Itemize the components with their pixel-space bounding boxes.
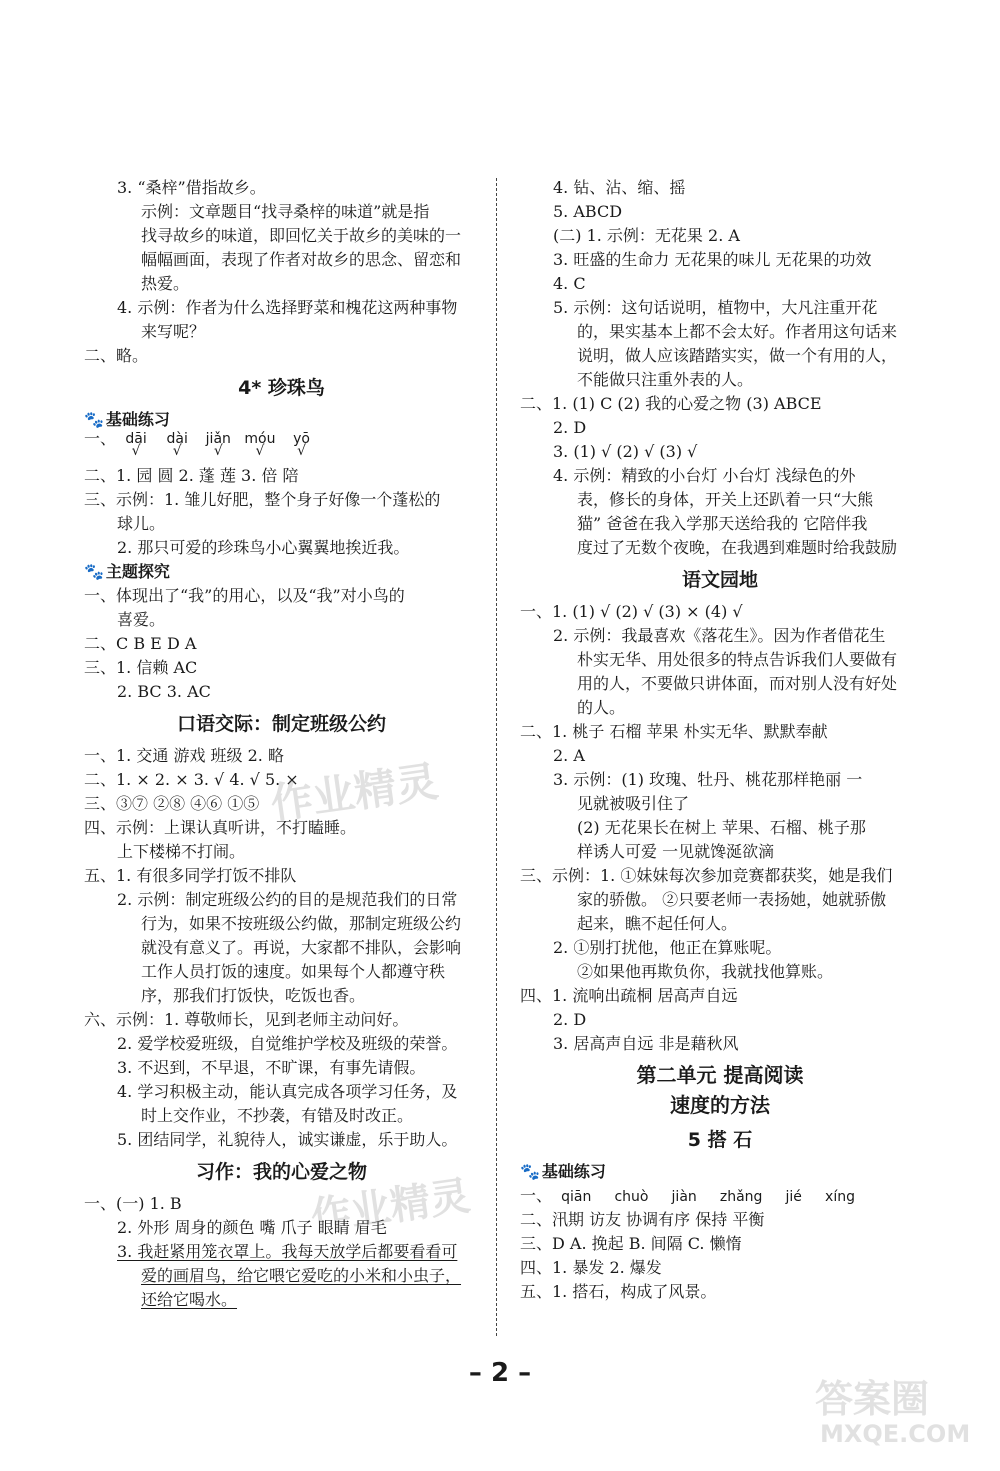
answer-line: 五、1. 搭石，构成了风景。 <box>520 1282 717 1301</box>
unit-title-line2: 速度的方法 <box>670 1093 770 1117</box>
answer-line: 就没有意义了。再说，大家都不排队，会影响 <box>141 938 462 957</box>
page-number: – 2 – <box>468 1358 532 1388</box>
answer-line: 3. 旺盛的生命力 无花果的味儿 无花果的功效 <box>553 250 872 269</box>
answer-line: 3. 示例：(1) 玫瑰、牡丹、桃花那样艳丽 一 <box>553 770 863 789</box>
answer-line: 4. C <box>553 274 586 293</box>
answer-line: 不能做只注重外表的人。 <box>577 370 754 389</box>
answer-line: 3. (1) √ (2) √ (3) √ <box>553 442 698 461</box>
paw-icon: 🐾 <box>84 562 104 581</box>
item-label: 一、 <box>84 429 117 448</box>
section-heading-theme: 🐾 主题探究 <box>84 562 170 581</box>
lesson-5-title: 5 搭 石 <box>687 1129 753 1151</box>
answer-line: 的，果实基本上都不会太好。作者用这句话来 <box>577 322 898 341</box>
answer-line: 三、示例：1. 雏儿好肥，整个身子好像一个蓬松的 <box>84 490 441 509</box>
answer-line: 喜爱。 <box>117 610 166 629</box>
answer-line: 5. 示例：这句话说明，植物中，大凡注重开花 <box>553 298 878 317</box>
answer-line: 起来，瞧不起任何人。 <box>577 914 738 933</box>
watermark: MXQE.COM <box>820 1420 971 1448</box>
answer-line: 2. BC 3. AC <box>117 682 211 701</box>
answer-line: 2. D <box>553 418 587 437</box>
answer-line: 朴实无华、用处很多的特点告诉我们人要做有 <box>577 650 898 669</box>
answer-line: 猫” 爸爸在我入学那天送给我的 它陪伴我 <box>577 514 868 533</box>
pinyin-item: yō √ <box>293 431 310 459</box>
answer-line: 表，修长的身体，开关上还趴着一只“大熊 <box>577 490 874 509</box>
answer-line: 四、1. 暴发 2. 爆发 <box>520 1258 662 1277</box>
answer-line: 行为，如果不按班级公约做，那制定班级公约 <box>141 914 462 933</box>
answer-line: 一、(一) 1. B <box>84 1194 182 1213</box>
answer-line: 四、示例：上课认真听讲，不打瞌睡。 <box>84 818 357 837</box>
answer-line: 三、③⑦ ②⑧ ④⑥ ①⑤ <box>84 794 260 813</box>
answer-line: 六、示例：1. 尊敬师长，见到老师主动问好。 <box>84 1010 409 1029</box>
answer-line: 度过了无数个夜晚，在我遇到难题时给我鼓励 <box>577 538 898 557</box>
answer-line: 2. 外形 周身的颜色 嘴 爪子 眼睛 眉毛 <box>117 1218 387 1237</box>
pinyin-item: móu √ <box>244 431 276 459</box>
answer-line: 样诱人可爱 一见就馋涎欲滴 <box>577 842 775 861</box>
watermark: 作业精灵 <box>308 1173 473 1241</box>
column-divider <box>496 178 497 1336</box>
answer-line: 一、1. 交通 游戏 班级 2. 略 <box>84 746 284 765</box>
answer-line: 工作人员打饭的速度。如果每个人都遵守秩 <box>141 962 446 981</box>
oral-communication-title: 口语交际：制定班级公约 <box>176 713 386 735</box>
answer-line: 四、1. 流响出疏桐 居高声自远 <box>520 986 738 1005</box>
watermark: 答案圈 <box>815 1377 930 1421</box>
answer-line: 二、略。 <box>84 346 149 365</box>
answer-line: 球儿。 <box>117 514 166 533</box>
answer-line: 找寻故乡的味道，即回忆关于故乡的美味的一 <box>141 226 462 245</box>
answer-line: 5. 团结同学，礼貌待人，诚实谦虚，乐于助人。 <box>117 1130 458 1149</box>
answer-line: 2. A <box>553 746 585 765</box>
chinese-garden-title: 语文园地 <box>681 569 758 591</box>
pinyin-item: dài √ <box>166 431 188 459</box>
answer-line: 一、体现出了“我”的用心，以及“我”对小鸟的 <box>84 586 405 605</box>
answer-line: 二、1. (1) C (2) 我的心爱之物 (3) ABCE <box>520 394 822 413</box>
answer-line: 3. 居高声自远 非是藉秋风 <box>553 1034 739 1053</box>
paw-icon: 🐾 <box>84 410 104 429</box>
answer-line: 二、1. × 2. × 3. √ 4. √ 5. × <box>84 770 299 789</box>
answer-line: ②如果他再欺负你，我就找他算账。 <box>577 962 834 981</box>
answer-line: 五、1. 有很多同学打饭不排队 <box>84 866 297 885</box>
answer-line: 三、1. 信赖 AC <box>84 658 198 677</box>
answer-line: 还给它喝水。 <box>141 1290 238 1309</box>
left-column <box>84 176 479 1312</box>
answer-line: 热爱。 <box>141 274 190 293</box>
answer-line: 的人。 <box>577 698 626 717</box>
pinyin-item: jiǎn √ <box>205 431 231 459</box>
answer-line: 说明，做人应该踏踏实实，做一个有用的人， <box>577 346 898 365</box>
unit-title-line1: 第二单元 提高阅读 <box>636 1063 804 1087</box>
writing-title: 习作：我的心爱之物 <box>195 1161 367 1183</box>
answer-line: 爱的画眉鸟，给它喂它爱吃的小米和小虫子， <box>141 1266 462 1285</box>
answer-line: 3. 不迟到，不早退，不旷课，有事先请假。 <box>117 1058 426 1077</box>
pinyin-item: dāi √ <box>125 431 147 459</box>
answer-line: 二、1. 桃子 石榴 苹果 朴实无华、默默奉献 <box>520 722 828 741</box>
section-heading-basic: 🐾 基础练习 <box>520 1162 606 1181</box>
answer-line: 示例：文章题目“找寻桑梓的味道”就是指 <box>141 202 430 221</box>
answer-line: 二、汛期 访友 协调有序 保持 平衡 <box>520 1210 765 1229</box>
answer-line: 3. 我赶紧用笼衣罩上。我每天放学后都要看看可 <box>117 1242 458 1261</box>
answer-line: 2. D <box>553 1010 587 1029</box>
right-column <box>520 176 920 1304</box>
section-heading-basic: 🐾 基础练习 <box>84 410 170 429</box>
answer-line: 幅幅画面，表现了作者对故乡的思念、留恋和 <box>141 250 462 269</box>
pinyin-answers <box>84 429 479 464</box>
answer-line: 2. 那只可爱的珍珠鸟小心翼翼地挨近我。 <box>117 538 410 557</box>
answer-line: 家的骄傲。 ②只要老师一表扬她，她就骄傲 <box>577 890 887 909</box>
watermark: 作业精灵 <box>267 756 441 829</box>
answer-line: 上下楼梯不打闹。 <box>117 842 246 861</box>
answer-line: 2. 示例：我最喜欢《落花生》。因为作者借花生 <box>553 626 886 645</box>
answer-line: 4. 示例：精致的小台灯 小台灯 浅绿色的外 <box>553 466 856 485</box>
answer-line: (二) 1. 示例：无花果 2. A <box>553 226 740 245</box>
answer-line: 二、C B E D A <box>84 634 197 653</box>
answer-line: 二、1. 园 圆 2. 蓬 莲 3. 倍 陪 <box>84 466 299 485</box>
answer-line: 2. 示例：制定班级公约的目的是规范我们的日常 <box>117 890 458 909</box>
answer-line: 三、D A. 挽起 B. 间隔 C. 懒惰 <box>520 1234 742 1253</box>
answer-line: 用的人，不要做只讲体面，而对别人没有好处 <box>577 674 898 693</box>
answer-line: 2. 爱学校爱班级，自觉维护学校及班级的荣誉。 <box>117 1034 458 1053</box>
answer-line: 4. 示例：作者为什么选择野菜和槐花这两种事物 <box>117 298 458 317</box>
answer-line: 见就被吸引住了 <box>577 794 690 813</box>
paw-icon: 🐾 <box>520 1162 540 1181</box>
answer-line: 序，那我们打饭快，吃饭也香。 <box>141 986 366 1005</box>
answer-line: 一、1. (1) √ (2) √ (3) × (4) √ <box>520 602 743 621</box>
answer-line: 5. ABCD <box>553 202 623 221</box>
answer-line: 2. ①别打扰他，他正在算账呢。 <box>553 938 782 957</box>
answer-line: 三、示例：1. ①妹妹每次参加竞赛都获奖，她是我们 <box>520 866 893 885</box>
lesson-4-title: 4* 珍珠鸟 <box>238 377 325 399</box>
answer-line: 3. “桑梓”借指故乡。 <box>117 178 266 197</box>
answer-line: (2) 无花果长在树上 苹果、石榴、桃子那 <box>577 818 866 837</box>
answer-line: 4. 学习积极主动，能认真完成各项学习任务，及 <box>117 1082 458 1101</box>
answer-line: 4. 钻、沾、缩、摇 <box>553 178 686 197</box>
answer-line: 来写呢？ <box>141 322 206 341</box>
unit-title <box>520 1090 920 1120</box>
pinyin-answers: 一、 qiān chuò jiàn zhǎng jié xíng <box>520 1186 855 1205</box>
unit-title <box>520 1060 920 1090</box>
answer-line: 时上交作业，不抄袭，有错及时改正。 <box>141 1106 414 1125</box>
